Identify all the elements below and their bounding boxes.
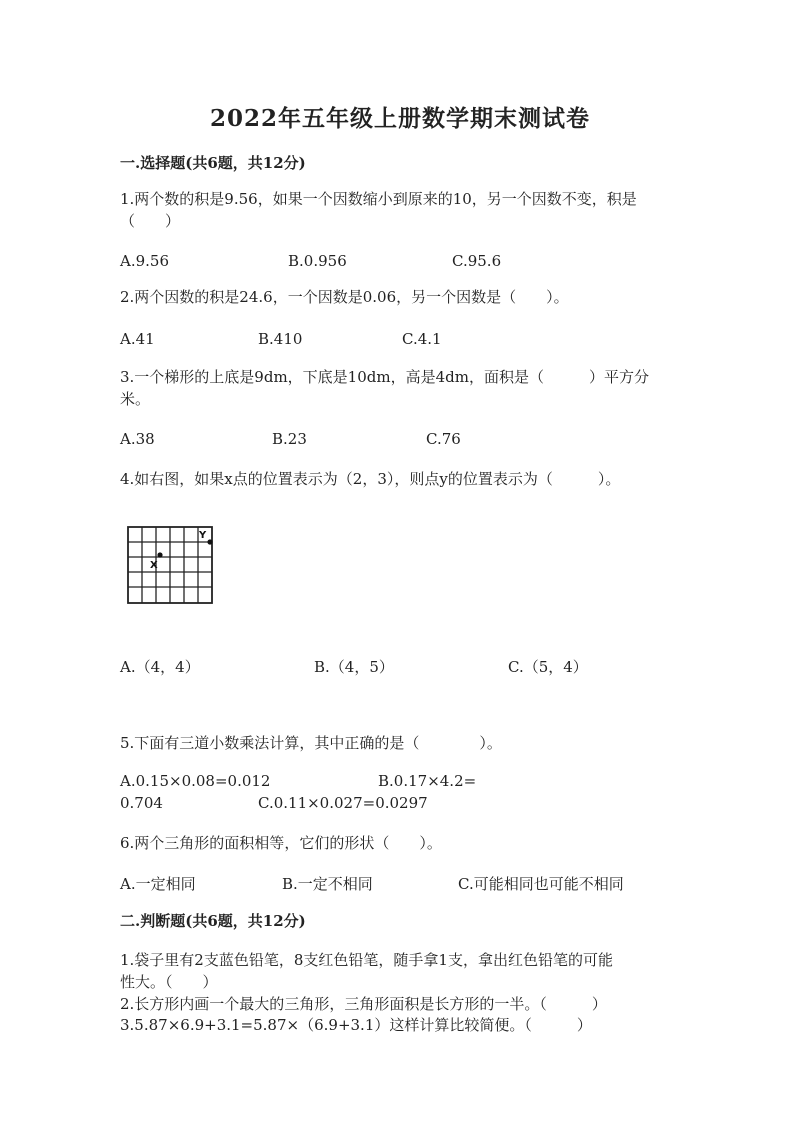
q2-option-c: C.4.1: [402, 330, 442, 348]
point-x-label: X: [150, 560, 158, 571]
q1-text-line1: 1.两个数的积是9.56，如果一个因数缩小到原来的10，另一个因数不变，积是: [120, 190, 637, 208]
q5-option-a: A.0.15×0.08=0.012: [120, 772, 271, 790]
q6-option-b: B.一定不相同: [282, 875, 373, 893]
section-heading-judgement: 二.判断题(共6题，共12分): [120, 912, 306, 930]
q5-text: 5.下面有三道小数乘法计算，其中正确的是（ ）。: [120, 734, 502, 752]
q6-option-a: A.一定相同: [120, 875, 196, 893]
coordinate-grid-figure: [126, 525, 216, 605]
section-heading-choice: 一.选择题(共6题，共12分): [120, 154, 306, 172]
s2-q1-line1: 1.袋子里有2支蓝色铅笔，8支红色铅笔，随手拿1支，拿出红色铅笔的可能: [120, 951, 613, 969]
q6-text: 6.两个三角形的面积相等，它们的形状（ ）。: [120, 834, 442, 852]
q1-text-line2: （ ）: [120, 212, 181, 230]
q3-text-line2: 米。: [120, 390, 151, 408]
q3-text-line1: 3.一个梯形的上底是9dm，下底是10dm，高是4dm，面积是（ ）平方分: [120, 368, 649, 386]
s2-q3: 3.5.87×6.9+3.1=5.87×（6.9+3.1）这样计算比较简便。（ ）: [120, 1016, 592, 1034]
q2-text: 2.两个因数的积是24.6，一个因数是0.06，另一个因数是（ ）。: [120, 288, 569, 306]
q3-option-b: B.23: [272, 430, 307, 448]
s2-q1-line2: 性大。（ ）: [120, 973, 218, 991]
q4-text: 4.如右图，如果x点的位置表示为（2，3），则点y的位置表示为（ ）。: [120, 470, 621, 488]
page-title: 2022年五年级上册数学期末测试卷: [209, 105, 590, 132]
q1-option-a: A.9.56: [120, 252, 169, 270]
q3-option-c: C.76: [426, 430, 461, 448]
s2-q2: 2.长方形内画一个最大的三角形，三角形面积是长方形的一半。（ ）: [120, 995, 607, 1013]
q4-option-b: B.（4，5）: [314, 658, 394, 676]
q5-option-b: B.0.17×4.2=: [378, 772, 477, 790]
q2-option-b: B.410: [258, 330, 303, 348]
point-y-label: Y: [199, 530, 207, 541]
q5-option-c: C.0.11×0.027=0.0297: [258, 794, 428, 812]
q3-option-a: A.38: [120, 430, 155, 448]
q1-option-b: B.0.956: [288, 252, 347, 270]
q4-option-c: C.（5，4）: [508, 658, 588, 676]
q6-option-c: C.可能相同也可能不相同: [458, 875, 624, 893]
q1-option-c: C.95.6: [452, 252, 502, 270]
point-y-dot: [207, 539, 212, 544]
q2-option-a: A.41: [120, 330, 155, 348]
point-x-dot: [157, 552, 162, 557]
q4-option-a: A.（4，4）: [120, 658, 200, 676]
q5-option-b-continued: 0.704: [120, 794, 163, 812]
